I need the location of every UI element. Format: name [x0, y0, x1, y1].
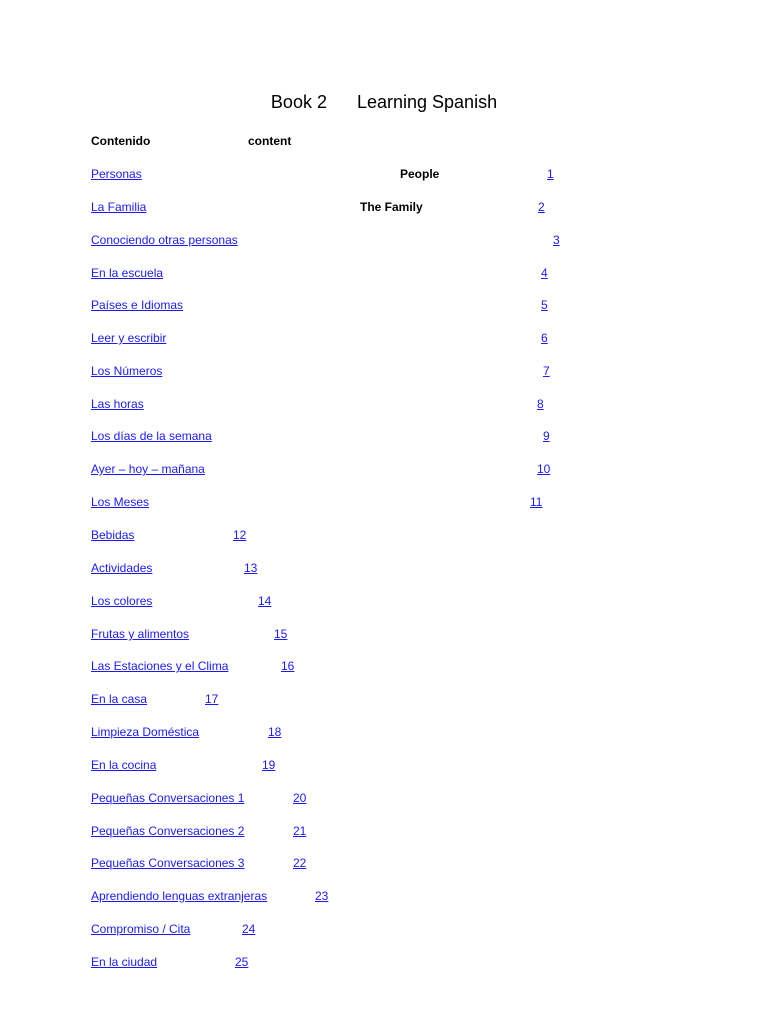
toc-page-15[interactable]: 15 [274, 627, 288, 641]
toc-entry-ciudad [0, 955, 768, 973]
toc-link-ayer[interactable]: Ayer – hoy – mañana [91, 462, 205, 476]
toc-entry-casa [0, 692, 768, 710]
toc-page-11[interactable]: 11 [530, 495, 543, 509]
toc-translation-the-family: The Family [360, 200, 423, 214]
book-number: Book 2 [270, 92, 327, 112]
toc-entry-lenguas [0, 889, 768, 907]
toc-page-8[interactable]: 8 [537, 397, 544, 411]
contenido-heading: Contenido [91, 134, 151, 148]
toc-link-conversaciones-3[interactable]: Pequeñas Conversaciones 3 [91, 856, 245, 870]
toc-link-ciudad[interactable]: En la ciudad [91, 955, 158, 969]
toc-entry-limpieza [0, 725, 768, 743]
toc-page-1[interactable]: 1 [547, 167, 554, 181]
toc-link-la-familia[interactable]: La Familia [91, 200, 147, 214]
toc-link-casa[interactable]: En la casa [91, 692, 148, 706]
toc-page-10[interactable]: 10 [537, 462, 551, 476]
toc-link-escuela[interactable]: En la escuela [91, 266, 164, 280]
toc-entry-bebidas [0, 528, 768, 546]
toc-entry-la-familia [0, 200, 768, 218]
toc-translation-people: People [400, 167, 440, 181]
toc-link-conociendo[interactable]: Conociendo otras personas [91, 233, 238, 247]
toc-page-16[interactable]: 16 [281, 659, 295, 673]
toc-entry-conversaciones-1 [0, 791, 768, 809]
toc-link-conversaciones-1[interactable]: Pequeñas Conversaciones 1 [91, 791, 245, 805]
toc-page-12[interactable]: 12 [233, 528, 247, 542]
toc-entry-estaciones [0, 659, 768, 677]
toc-page-14[interactable]: 14 [258, 594, 272, 608]
toc-page-24[interactable]: 24 [242, 922, 256, 936]
toc-page-20[interactable]: 20 [293, 791, 307, 805]
toc-link-lenguas[interactable]: Aprendiendo lenguas extranjeras [91, 889, 268, 903]
toc-link-numeros[interactable]: Los Números [91, 364, 163, 378]
toc-entry-paises [0, 298, 768, 316]
toc-link-compromiso[interactable]: Compromiso / Cita [91, 922, 191, 936]
toc-link-colores[interactable]: Los colores [91, 594, 153, 608]
toc-entry-conversaciones-3 [0, 856, 768, 874]
toc-entry-colores [0, 594, 768, 612]
toc-link-cocina[interactable]: En la cocina [91, 758, 157, 772]
toc-page-13[interactable]: 13 [244, 561, 258, 575]
toc-link-actividades[interactable]: Actividades [91, 561, 153, 575]
content-heading: content [248, 134, 292, 148]
toc-link-leer[interactable]: Leer y escribir [91, 331, 167, 345]
toc-entry-numeros [0, 364, 768, 382]
toc-entry-leer [0, 331, 768, 349]
toc-entry-dias [0, 429, 768, 447]
toc-page-9[interactable]: 9 [543, 429, 550, 443]
toc-page-5[interactable]: 5 [541, 298, 548, 312]
toc-entry-ayer [0, 462, 768, 480]
toc-page-7[interactable]: 7 [543, 364, 550, 378]
toc-entry-horas [0, 397, 768, 415]
toc-page-23[interactable]: 23 [315, 889, 329, 903]
toc-entry-personas [0, 167, 768, 185]
toc-page-6[interactable]: 6 [541, 331, 548, 345]
toc-link-frutas[interactable]: Frutas y alimentos [91, 627, 190, 641]
book-subject: Learning Spanish [356, 92, 498, 112]
toc-page-2[interactable]: 2 [538, 200, 545, 214]
toc-page-17[interactable]: 17 [205, 692, 219, 706]
toc-entry-meses [0, 495, 768, 513]
toc-link-bebidas[interactable]: Bebidas [91, 528, 135, 542]
toc-link-paises[interactable]: Países e Idiomas [91, 298, 184, 312]
toc-entry-cocina [0, 758, 768, 776]
toc-link-conversaciones-2[interactable]: Pequeñas Conversaciones 2 [91, 824, 245, 838]
toc-entry-compromiso [0, 922, 768, 940]
toc-link-dias[interactable]: Los días de la semana [91, 429, 212, 443]
toc-entry-actividades [0, 561, 768, 579]
page-title [0, 92, 768, 113]
toc-page-22[interactable]: 22 [293, 856, 307, 870]
toc-entry-frutas [0, 627, 768, 645]
toc-page-3[interactable]: 3 [553, 233, 560, 247]
toc-link-estaciones[interactable]: Las Estaciones y el Clima [91, 659, 229, 673]
toc-link-limpieza[interactable]: Limpieza Doméstica [91, 725, 200, 739]
toc-entry-conversaciones-2 [0, 824, 768, 842]
toc-link-personas[interactable]: Personas [91, 167, 142, 181]
toc-page-25[interactable]: 25 [235, 955, 249, 969]
toc-page-21[interactable]: 21 [293, 824, 307, 838]
toc-link-meses[interactable]: Los Meses [91, 495, 150, 509]
toc-link-horas[interactable]: Las horas [91, 397, 144, 411]
toc-entry-conociendo [0, 233, 768, 251]
toc-page-4[interactable]: 4 [541, 266, 548, 280]
toc-page-18[interactable]: 18 [268, 725, 282, 739]
toc-entry-escuela [0, 266, 768, 284]
toc-page-19[interactable]: 19 [262, 758, 276, 772]
